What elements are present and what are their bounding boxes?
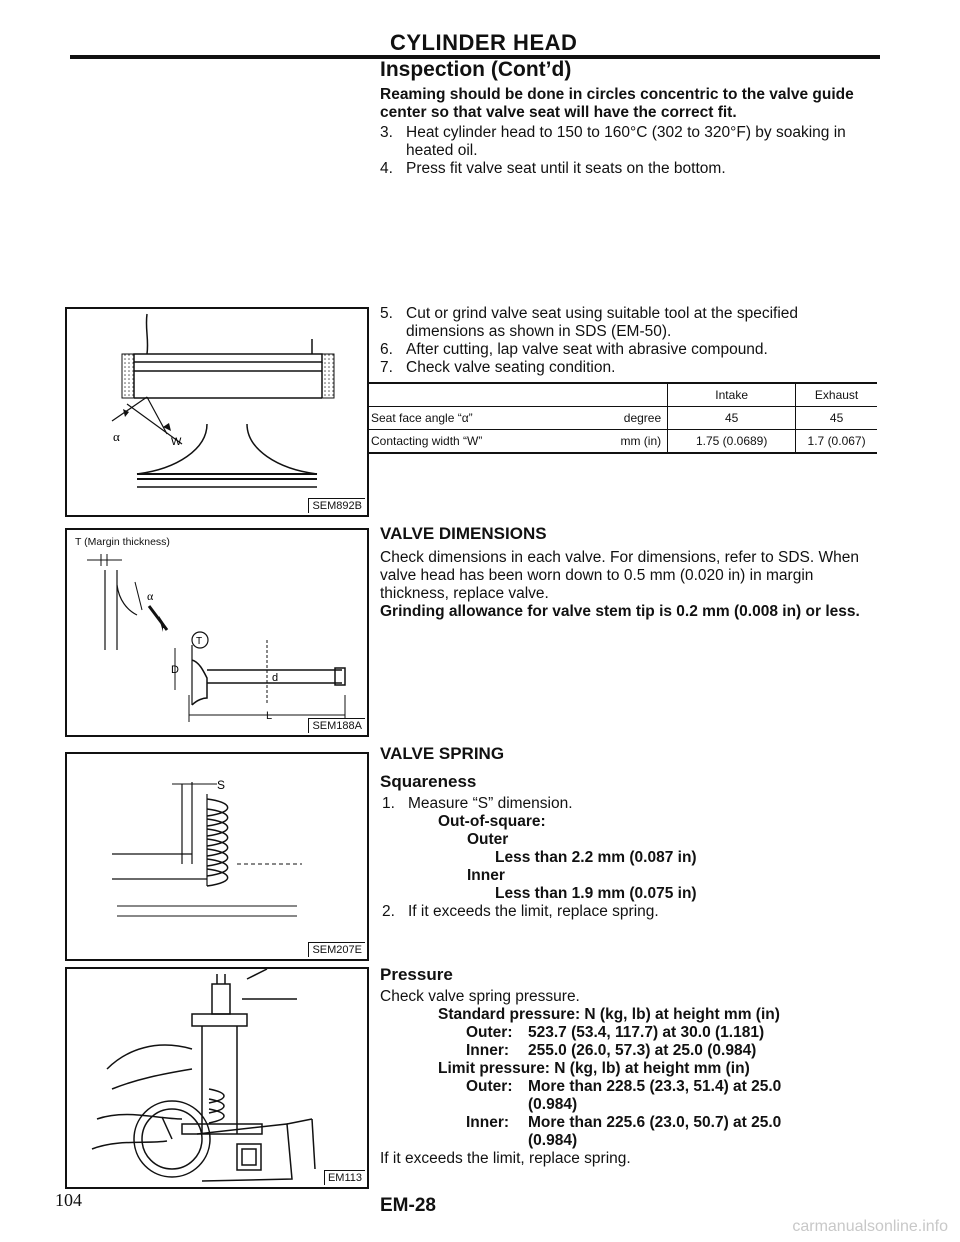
grinding-allowance-note: Grinding allowance for valve stem tip is 0.2 mm (0.008 in) or less. xyxy=(380,603,860,620)
figure-valve-dimensions xyxy=(65,528,369,737)
page-subtitle: Inspection (Cont’d) xyxy=(380,58,572,81)
spring-tester-diagram xyxy=(67,969,367,1187)
seat-steps xyxy=(380,305,880,377)
figure-code: EM113 xyxy=(324,1170,365,1185)
alpha-label: α xyxy=(147,589,154,603)
t-label: T xyxy=(196,636,203,647)
section-title: CYLINDER HEAD xyxy=(390,30,578,55)
col-exhaust: Exhaust xyxy=(796,383,877,407)
valve-seat-diagram xyxy=(67,309,367,515)
standard-outer: Outer: 523.7 (53.4, 117.7) at 30.0 (1.181) xyxy=(466,1024,765,1041)
pressure-footer: If it exceeds the limit, replace spring. xyxy=(380,1150,631,1167)
outer-label: Outer xyxy=(467,831,509,848)
out-of-square-label: Out-of-square: xyxy=(438,813,546,830)
step-3: 3. Heat cylinder head to 150 to 160°C (302 to 320°F) by soaking in heated oil. xyxy=(380,124,846,159)
w-label: W xyxy=(171,436,182,448)
watermark: carmanualsonline.info xyxy=(792,1218,948,1235)
page-number: 104 xyxy=(55,1190,82,1210)
pressure-heading: Pressure xyxy=(380,965,453,984)
margin-thickness-label: T (Margin thickness) xyxy=(75,536,170,548)
step-4: 4. Press fit valve seat until it seats on the bottom. xyxy=(380,160,726,177)
pressure-intro: Check valve spring pressure. xyxy=(380,988,580,1005)
figure-code: SEM188A xyxy=(308,718,365,733)
alpha-label: α xyxy=(113,429,120,444)
d-small-label: d xyxy=(272,672,279,684)
valve-dimensions-heading: VALVE DIMENSIONS xyxy=(380,524,547,543)
inner-label: Inner xyxy=(467,867,505,884)
pressure-section xyxy=(380,966,880,1168)
standard-pressure-title: Standard pressure: N (kg, lb) at height mm (in) xyxy=(438,1006,780,1023)
col-intake: Intake xyxy=(668,383,796,407)
table-row: Seat face angle “α” degree 45 45 xyxy=(365,407,877,430)
limit-inner: Inner: More than 225.6 (23.0, 50.7) at 25.0 (0.984) xyxy=(466,1114,782,1149)
inner-value: Less than 1.9 mm (0.075 in) xyxy=(495,885,697,902)
squareness-step-1: 1. Measure “S” dimension. xyxy=(382,795,573,812)
table-header-row xyxy=(365,383,877,407)
valve-spring-section xyxy=(380,745,880,921)
table-row: Contacting width “W” mm (in) 1.75 (0.0689) 1.7 (0.067) xyxy=(365,430,877,454)
limit-pressure-title: Limit pressure: N (kg, lb) at height mm (in) xyxy=(438,1060,750,1077)
figure-code: SEM892B xyxy=(308,498,365,513)
squareness-diagram xyxy=(67,754,367,959)
figure-spring-tester xyxy=(65,967,369,1189)
valve-dimensions-text: Check dimensions in each valve. For dimensions, refer to SDS. When valve head has been worn down to 0.5 mm (0.020 in) in margin thickness, replace valve. xyxy=(380,549,859,602)
seat-spec-table xyxy=(365,382,877,454)
figure-code: SEM207E xyxy=(308,942,365,957)
s-label: S xyxy=(217,778,226,792)
standard-inner: Inner: 255.0 (26.0, 57.3) at 25.0 (0.984) xyxy=(466,1042,757,1059)
valve-spring-heading: VALVE SPRING xyxy=(380,744,505,763)
valve-dimensions-section xyxy=(380,525,880,621)
intro-block xyxy=(380,86,880,178)
step-7: 7. Check valve seating condition. xyxy=(380,359,616,376)
outer-value: Less than 2.2 mm (0.087 in) xyxy=(495,849,697,866)
step-5: 5. Cut or grind valve seat using suitable tool at the specified dimensions as shown in SDS (EM-50). xyxy=(380,305,799,340)
d-big-label: D xyxy=(171,664,179,676)
squareness-heading: Squareness xyxy=(380,772,477,791)
figure-spring-squareness xyxy=(65,752,369,961)
valve-dimensions-diagram xyxy=(67,530,367,735)
limit-outer: Outer: More than 228.5 (23.3, 51.4) at 25.0 (0.984) xyxy=(466,1078,782,1113)
step-6: 6. After cutting, lap valve seat with abrasive compound. xyxy=(380,341,768,358)
figure-valve-seat xyxy=(65,307,369,517)
page-code: EM-28 xyxy=(380,1195,436,1216)
l-label: L xyxy=(266,710,273,722)
squareness-step-2: 2. If it exceeds the limit, replace spring. xyxy=(382,903,659,920)
reaming-note: Reaming should be done in circles concentric to the valve guide center so that valve seat will have the correct fit. xyxy=(380,86,854,121)
